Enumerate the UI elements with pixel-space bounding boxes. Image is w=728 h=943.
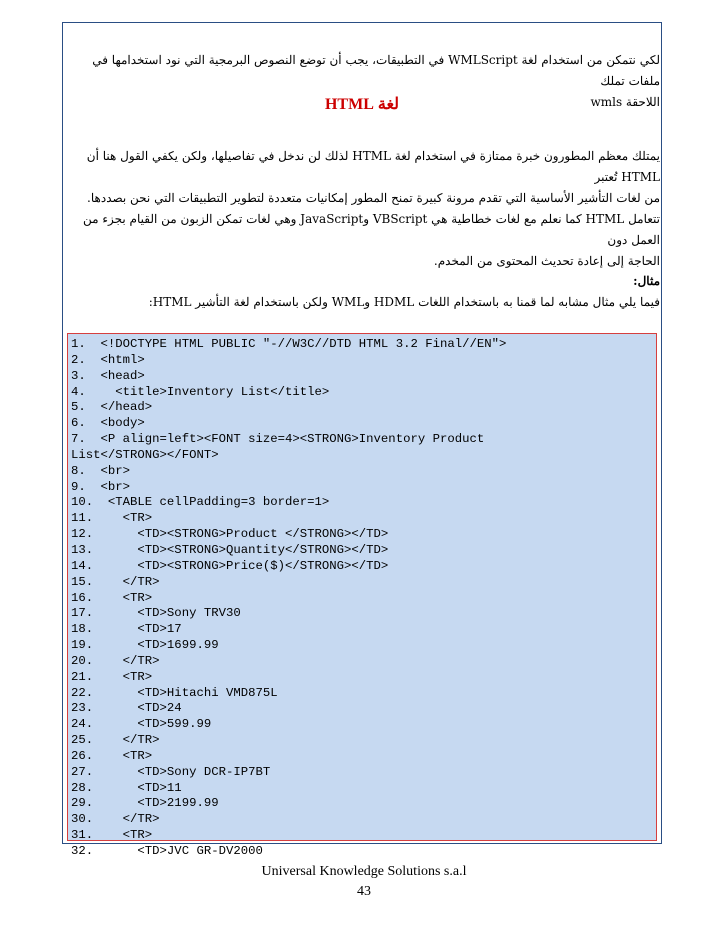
code-line: 20. </TR> bbox=[71, 653, 160, 668]
example-label: مثال: bbox=[633, 274, 660, 288]
code-line: 2. <html> bbox=[71, 352, 145, 367]
code-line: 23. <TD>24 bbox=[71, 701, 182, 716]
code-line: 10. <TABLE cellPadding=3 border=1> bbox=[71, 495, 330, 510]
code-line: 12. <TD><STRONG>Product </STRONG></TD> bbox=[71, 527, 389, 542]
code-line: 24. <TD>599.99 bbox=[71, 717, 212, 732]
html-description-line-1: يمتلك معظم المطورون خبرة ممتازة في استخدام لغة HTML لذلك لن ندخل في تفاصيلها، ولكن يكفي القول هنا أن HTML تُعتبر bbox=[86, 149, 660, 184]
code-line: 6. <body> bbox=[71, 416, 145, 431]
code-line: 11. <TR> bbox=[71, 511, 153, 526]
code-line: 26. <TR> bbox=[71, 748, 153, 763]
footer-company: Universal Knowledge Solutions s.a.l bbox=[261, 864, 467, 879]
section-title: لغة HTML bbox=[324, 96, 400, 113]
code-line: 14. <TD><STRONG>Price($)</STRONG></TD> bbox=[71, 558, 389, 573]
intro-line-2: اللاحقة wmls bbox=[590, 95, 660, 109]
page-footer bbox=[0, 862, 728, 902]
code-line: 3. <head> bbox=[71, 368, 145, 383]
scripting-line-1: تتعامل HTML كما نعلم مع لغات خطاطية هي VBScript وJavaScript وهي لغات تمكن الزبون من القيام بجزء من العمل دون bbox=[83, 212, 660, 247]
code-line: 22. <TD>Hitachi VMD875L bbox=[71, 685, 278, 700]
code-line: 27. <TD>Sony DCR-IP7BT bbox=[71, 764, 271, 779]
code-line: 32. <TD>JVC GR-DV2000 bbox=[71, 844, 263, 858]
intro-line-1: لكي نتمكن من استخدام لغة WMLScript في التطبيقات، يجب أن توضع النصوص البرمجية التي نود استخدامها في ملفات تملك bbox=[92, 53, 660, 88]
html-description-line-2: من لغات التأشير الأساسية التي تقدم مرونة كبيرة تمنح المطور إمكانيات متعددة لتطوير التطبيقات التي نحن بصددها. bbox=[87, 191, 660, 205]
code-line: 19. <TD>1699.99 bbox=[71, 638, 219, 653]
scripting-paragraph bbox=[72, 209, 660, 272]
code-line: 16. <TR> bbox=[71, 590, 153, 605]
code-line: 25. </TR> bbox=[71, 733, 160, 748]
example-description: فيما يلي مثال مشابه لما قمنا به باستخدام اللغات HDML وWML ولكن باستخدام لغة التأشير HTML: bbox=[148, 295, 660, 309]
code-line: 9. <br> bbox=[71, 479, 131, 494]
code-line: 30. </TR> bbox=[71, 812, 160, 827]
example-intro bbox=[72, 271, 660, 313]
code-line: 17. <TD>Sony TRV30 bbox=[71, 606, 241, 621]
code-listing bbox=[67, 333, 657, 858]
code-line: 28. <TD>11 bbox=[71, 780, 182, 795]
code-lines-container bbox=[68, 334, 656, 860]
code-line: 8. <br> bbox=[71, 463, 131, 478]
code-line: 13. <TD><STRONG>Quantity</STRONG></TD> bbox=[71, 542, 389, 557]
scripting-line-2: الحاجة إلى إعادة تحديث المحتوى من المخدم. bbox=[433, 254, 660, 268]
code-line: 21. <TR> bbox=[71, 669, 153, 684]
code-line: 4. <title>Inventory List</title> bbox=[71, 384, 330, 399]
code-line: 15. </TR> bbox=[71, 574, 160, 589]
code-line: List</STRONG></FONT> bbox=[71, 447, 219, 462]
page-number: 43 bbox=[357, 884, 371, 899]
code-line: 1. <!DOCTYPE HTML PUBLIC "-//W3C//DTD HTML 3.2 Final//EN"> bbox=[71, 337, 507, 351]
code-line: 18. <TD>17 bbox=[71, 622, 182, 637]
code-line: 29. <TD>2199.99 bbox=[71, 796, 219, 811]
code-line: 5. </head> bbox=[71, 400, 153, 415]
html-description-paragraph bbox=[72, 146, 660, 209]
code-line: 7. <P align=left><FONT size=4><STRONG>Inventory Product bbox=[71, 432, 485, 447]
code-line: 31. <TR> bbox=[71, 828, 153, 843]
